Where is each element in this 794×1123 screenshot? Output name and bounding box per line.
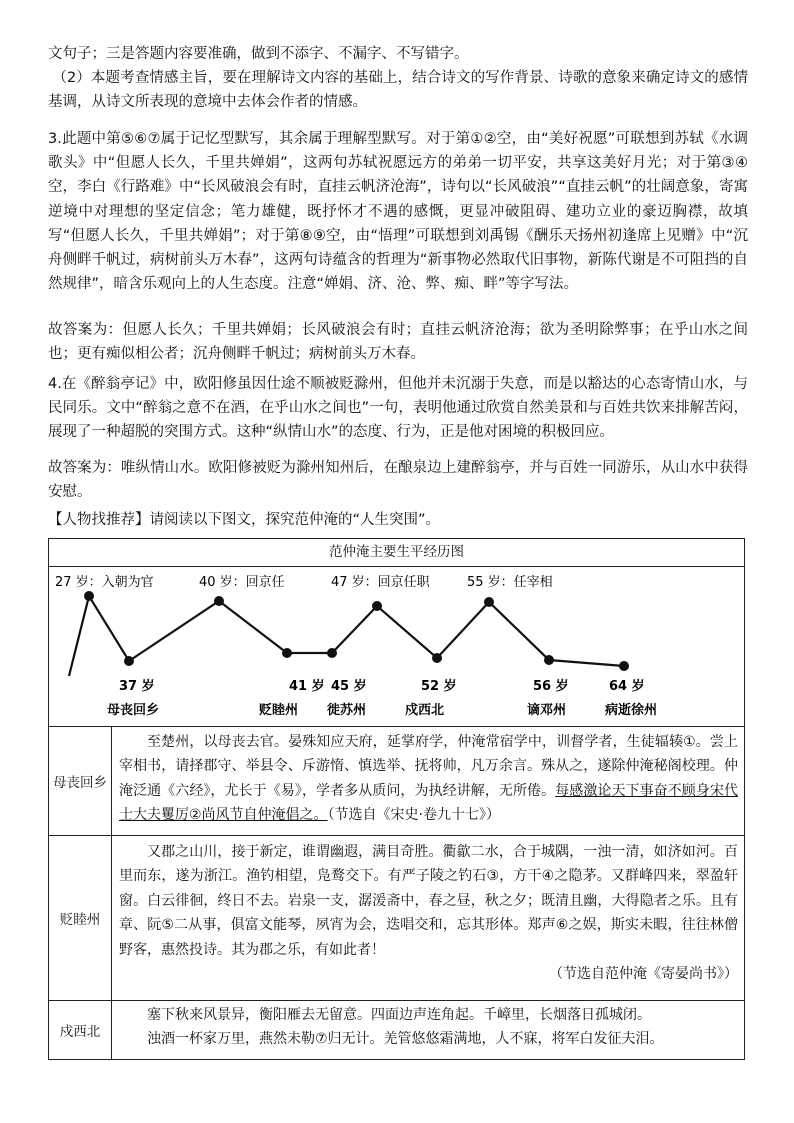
label-event: 病逝徐州 [605, 703, 658, 718]
label-age: 64 岁 [609, 679, 645, 694]
life-chart-svg [49, 566, 744, 726]
life-line [69, 596, 624, 676]
chart-point [84, 591, 94, 601]
answer-text-5: 4.在《醉翁亭记》中，欧阳修虽因仕途不顺被贬滁州，但他并未沉溺于失意，而是以豁达的心态寄情山水，与民同乐。文中“醉翁之意不在酒，在乎山水之间也”一句，表明他通过欣赏自然美景和与百姓共饮来排解苦闷，展现了一种超脱的突围方式。这种“纵情山水”的态度、行为，正是他对困境的积极回应。 [48, 376, 748, 441]
row-content: 塞下秋来风景异，衡阳雁去无留意。四面边声连角起。千嶂里，长烟落日孤城闭。 浊酒一杯家万里，燕然未勒⑦归无计。羌管悠悠霜满地，人不寐，将军白发征夫泪。 [147, 1007, 664, 1048]
label-up: 27 岁：入朝为官 [55, 575, 154, 590]
chart-point [619, 661, 629, 671]
underlined-sentence: 每感激论天下事奋不顾身宋代士大夫矍厉②尚风节自仲淹倡之。 [119, 782, 739, 824]
label-age: 56 岁 [533, 679, 569, 694]
label-event: 谪邓州 [527, 703, 567, 718]
life-chart [49, 566, 744, 727]
label-event: 徙苏州 [327, 703, 367, 718]
chart-point [124, 656, 134, 666]
label-up: 47 岁：回京任职 [331, 575, 430, 590]
table-row [49, 1001, 744, 1059]
chart-point [484, 597, 494, 607]
label-age: 37 岁 [119, 679, 155, 694]
answer-text-1: 文句子；三是答题内容要准确，做到不添字、不漏字、不写错字。 [48, 46, 469, 62]
section-heading: 【人物找推荐】请阅读以下图文，探究范仲淹的“人生突围”。 [48, 512, 441, 528]
chart-point [214, 596, 224, 606]
chart-point [282, 648, 292, 658]
chart-point [432, 653, 442, 663]
table-title: 范仲淹主要生平经历图 [49, 539, 744, 567]
chart-point [327, 648, 337, 658]
source-note: （节选自范仲淹《寄晏尚书》） [549, 966, 738, 983]
label-up: 55 岁：任宰相 [467, 575, 553, 590]
row-label: 母丧回乡 [49, 726, 112, 835]
answer-text-4: 故答案为：但愿人长久；千里共婵娟；长风破浪会有时；直挂云帆济沧海；欲为圣明除弊事；在乎山水之间也；更有痴似相公者；沉舟侧畔千帆过；病树前头万木春。 [48, 322, 748, 363]
table-row [49, 836, 744, 1001]
answer-text-2: （2）本题考查情感主旨，要在理解诗文内容的基础上，结合诗文的写作背景、诗歌的意象来确定诗文的感情基调，从诗文所表现的意境中去体会作者的情感。 [48, 70, 748, 111]
chart-point [544, 655, 554, 665]
label-event: 戍西北 [405, 703, 445, 718]
label-event: 母丧回乡 [107, 703, 160, 718]
label-age: 52 岁 [421, 679, 457, 694]
answer-text-6: 故答案为：唯纵情山水。欧阳修被贬为滁州知州后，在酿泉边上建醉翁亭，并与百姓一同游乐，从山水中获得安慰。 [48, 460, 748, 501]
answer-text-3: 3.此题中第⑤⑥⑦属于记忆型默写，其余属于理解型默写。对于第①②空，由“美好祝愿”可联想到苏轼《水调歌头》中“但愿人长久，千里共婵娟”，这两句苏轼祝愿远方的弟弟一切平安，共享这美好月光；对于第③④空，李白《行路难》中“长风破浪会有时，直挂云帆济沧海”，诗句以“长风破浪”“直挂云帆”的壮阔意象，寄寓逆境中对理想的坚定信念；笔力雄健，既抒怀才不遇的感慨，更显冲破阻碍、建功立业的豪迈胸襟，故填写“但愿人长久，千里共婵娟”；对于第⑧⑨空，由“悟理”可联想到刘禹锡《酬乐天扬州初逢席上见赠》中“沉舟侧畔千帆过，病树前头万木春”，这两句诗蕴含的哲理为“新事物必然取代旧事物，新陈代谢是不可阻挡的自然规律”，暗含乐观向上的人生态度。注意“婵娟、济、沧、弊、痴、畔”等字写法。 [48, 131, 748, 293]
label-up: 40 岁：回京任 [199, 575, 285, 590]
row-content: 至楚州，以母丧去官。晏殊知应天府，延掌府学，仲淹常宿学中，训督学者，生徒辐辏①。尝上宰相书，请择郡守、举县令、斥游惰、慎选举、抚将帅，凡万余言。殊从之，遂除仲淹秘阁校理。仲淹泛通《六经》，尤长于《易》，学者多从质问，为执经讲解，无所倦。每感激论天下事奋不顾身宋代士大夫矍厉②尚风节自仲淹倡之。（节选自《宋史·卷九十七》） [119, 734, 739, 824]
biography-table [48, 538, 745, 1060]
table-row [49, 726, 744, 836]
row-content: 又郡之山川，接于新定，谁谓幽遐，满目奇胜。衢歙二水，合于城隅，一浊一清，如济如河。百里而东，遂为浙江。渔钓相望，凫鹜交下。有严子陵之钓石③，方干④之隐茅。又群峰四来，翠盈轩窗。白云徘徊，终日不去。岩泉一支，潺湲斋中，春之昼，秋之夕；既清且幽，大得隐者之乐。且有章、阮⑤二从事，俱富文能琴，夙宵为会，迭唱交和，忘其形体。郑声⑥之娱，斯实未暇，往往林僧野客，惠然投诗。其为郡之乐，有如此者！ （节选自范仲淹《寄晏尚书》） [119, 840, 738, 986]
label-event: 贬睦州 [259, 703, 299, 718]
label-age: 45 岁 [331, 679, 367, 694]
label-age: 41 岁 [289, 679, 325, 694]
row-label: 贬睦州 [49, 836, 112, 1000]
row-label: 戍西北 [49, 1001, 112, 1059]
chart-point [372, 601, 382, 611]
